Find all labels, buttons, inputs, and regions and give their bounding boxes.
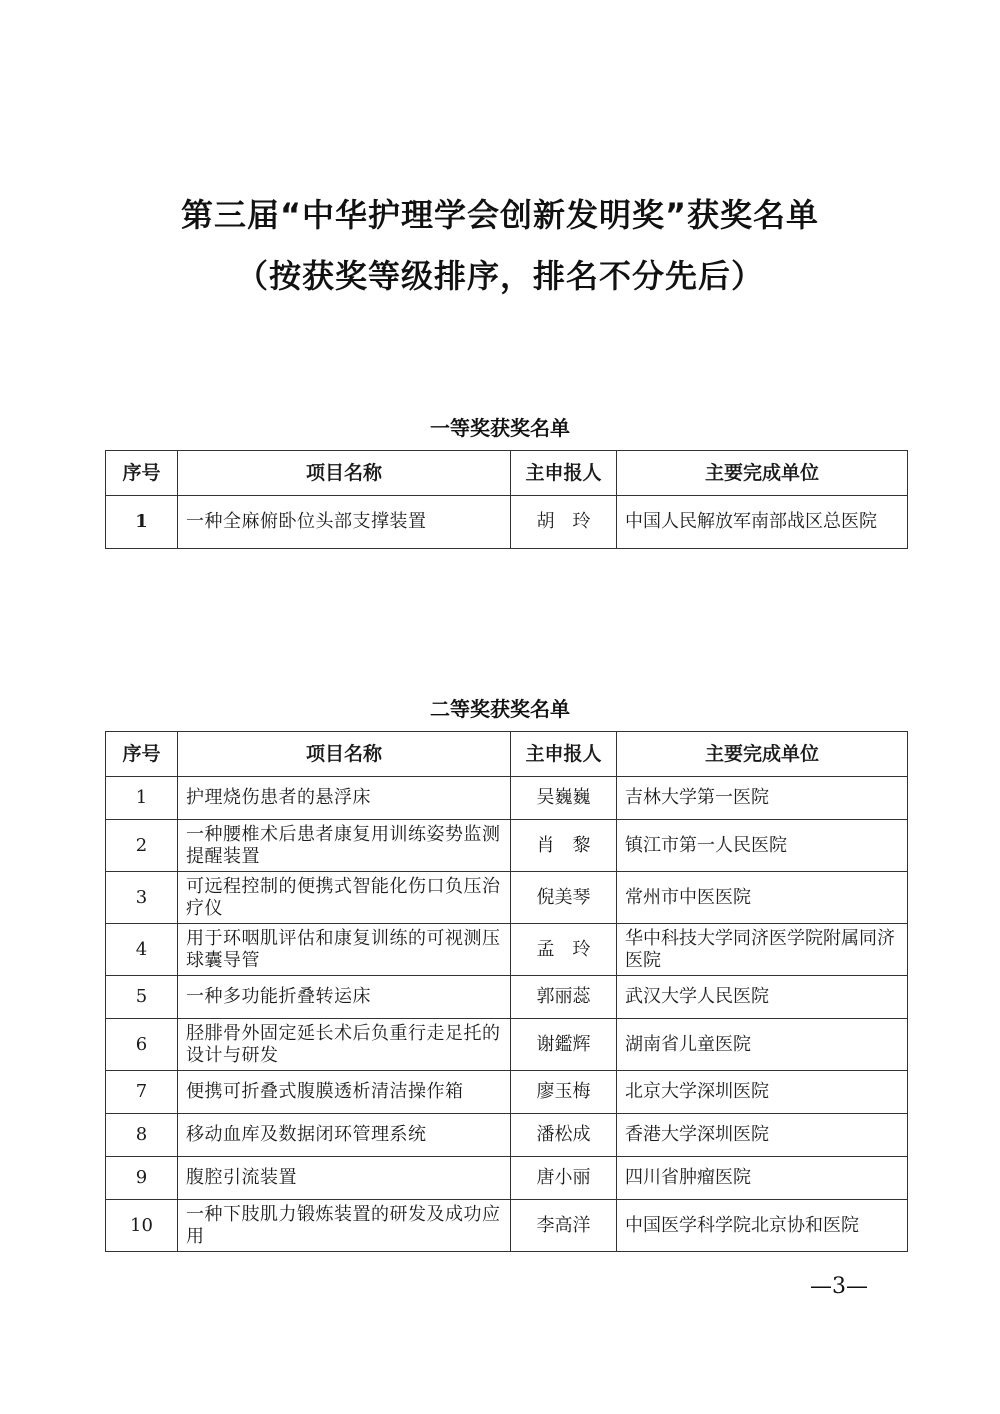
row-unit: 华中科技大学同济医学院附属同济医院: [617, 924, 908, 976]
row-unit: 常州市中医医院: [617, 872, 908, 924]
row-no: 3: [106, 872, 178, 924]
row-person: 李高洋: [511, 1200, 617, 1252]
table-row: [106, 1071, 908, 1114]
table-row: [106, 976, 908, 1019]
page-title: 第三届“中华护理学会创新发明奖”获奖名单: [180, 196, 820, 234]
page-number: —3—: [810, 1274, 868, 1299]
row-unit: 湖南省儿童医院: [617, 1019, 908, 1071]
header-no: 序号: [106, 451, 178, 496]
row-person: 唐小丽: [511, 1157, 617, 1200]
row-unit: 北京大学深圳医院: [617, 1071, 908, 1114]
second-prize-table: [105, 731, 908, 1252]
row-name: 用于环咽肌评估和康复训练的可视测压球囊导管: [178, 924, 511, 976]
row-unit: 武汉大学人民医院: [617, 976, 908, 1019]
row-unit: 镇江市第一人民医院: [617, 820, 908, 872]
page-subtitle: （按获奖等级排序，排名不分先后）: [235, 257, 764, 295]
row-no: 5: [106, 976, 178, 1019]
row-no: 2: [106, 820, 178, 872]
row-name: 护理烧伤患者的悬浮床: [178, 777, 511, 820]
row-no: 6: [106, 1019, 178, 1071]
row-person: 孟 玲: [511, 924, 617, 976]
row-person: 廖玉梅: [511, 1071, 617, 1114]
table-header-row: [106, 732, 908, 777]
header-name: 项目名称: [178, 732, 511, 777]
table-row: [106, 1157, 908, 1200]
second-prize-title: 二等奖获奖名单: [430, 697, 570, 721]
row-name: 便携可折叠式腹膜透析清洁操作箱: [178, 1071, 511, 1114]
row-name: 一种下肢肌力锻炼装置的研发及成功应用: [178, 1200, 511, 1252]
header-unit: 主要完成单位: [617, 451, 908, 496]
row-name: 一种多功能折叠转运床: [178, 976, 511, 1019]
table-row: [106, 1019, 908, 1071]
row-person: 郭丽蕊: [511, 976, 617, 1019]
table-row: [106, 872, 908, 924]
row-person: 肖 黎: [511, 820, 617, 872]
table-row: [106, 1114, 908, 1157]
first-prize-title: 一等奖获奖名单: [430, 416, 570, 440]
row-person: 潘松成: [511, 1114, 617, 1157]
header-person: 主申报人: [511, 451, 617, 496]
row-name: 胫腓骨外固定延长术后负重行走足托的设计与研发: [178, 1019, 511, 1071]
row-person: 倪美琴: [511, 872, 617, 924]
row-no: 10: [106, 1200, 178, 1252]
row-no: 4: [106, 924, 178, 976]
row-name: 移动血库及数据闭环管理系统: [178, 1114, 511, 1157]
row-unit: 香港大学深圳医院: [617, 1114, 908, 1157]
row-name: 可远程控制的便携式智能化伤口负压治疗仪: [178, 872, 511, 924]
row-unit: 中国医学科学院北京协和医院: [617, 1200, 908, 1252]
row-person: 谢鑑辉: [511, 1019, 617, 1071]
table-row: [106, 820, 908, 872]
table-row: [106, 924, 908, 976]
row-no: 1: [106, 496, 178, 549]
table-header-row: [106, 451, 908, 496]
header-name: 项目名称: [178, 451, 511, 496]
row-person: 吴巍巍: [511, 777, 617, 820]
row-name: 腹腔引流装置: [178, 1157, 511, 1200]
row-no: 8: [106, 1114, 178, 1157]
header-person: 主申报人: [511, 732, 617, 777]
row-unit: 四川省肿瘤医院: [617, 1157, 908, 1200]
row-name: 一种全麻俯卧位头部支撑装置: [178, 496, 511, 549]
header-no: 序号: [106, 732, 178, 777]
header-unit: 主要完成单位: [617, 732, 908, 777]
row-unit: 吉林大学第一医院: [617, 777, 908, 820]
row-no: 9: [106, 1157, 178, 1200]
first-prize-table: [105, 450, 908, 549]
table-row: [106, 1200, 908, 1252]
row-no: 1: [106, 777, 178, 820]
table-row: [106, 496, 908, 549]
table-row: [106, 777, 908, 820]
row-unit: 中国人民解放军南部战区总医院: [617, 496, 908, 549]
row-no: 7: [106, 1071, 178, 1114]
row-person: 胡 玲: [511, 496, 617, 549]
row-name: 一种腰椎术后患者康复用训练姿势监测提醒装置: [178, 820, 511, 872]
